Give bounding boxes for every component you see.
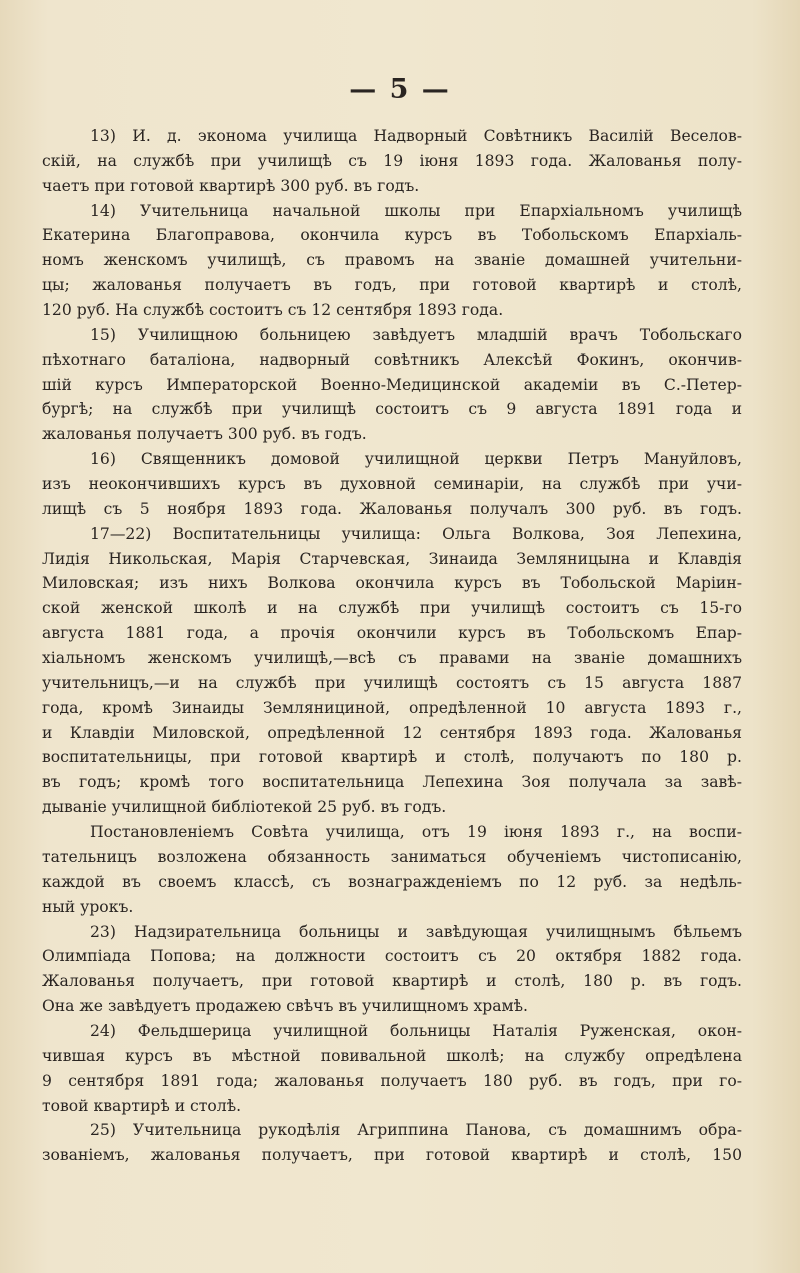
text-line: Постановленіемъ Совѣта училища, отъ 19 іюня 1893 г., на воспи- [90, 823, 742, 842]
text-line: 120 руб. На службѣ состоитъ съ 12 сентября 1893 года. [42, 301, 504, 320]
text-line: Лидія Никольская, Марія Старчевская, Зинаида Земляницына и Клавдія [42, 549, 742, 568]
text-line: шій курсъ Императорской Военно-Медицинской академіи въ С.-Петер- [42, 375, 742, 394]
text-line: въ годъ; кромѣ того воспитательница Лепехина Зоя получала за завѣ- [42, 773, 742, 792]
text-line: 15) Училищною больницею завѣдуетъ младшій врачъ Тобольскаго [90, 325, 742, 344]
text-line: августа 1881 года, а прочія окончили курсъ въ Тобольскомъ Епар- [42, 624, 742, 643]
text-line: Екатерина Благоправова, окончила курсъ въ Тобольскомъ Епархіаль- [42, 226, 742, 245]
text-line: учительницъ,—и на службѣ при училищѣ состоятъ съ 15 августа 1887 [42, 673, 742, 692]
text-line: года, кромѣ Зинаиды Землянициной, опредѣленной 10 августа 1893 г., [42, 698, 742, 717]
text-line: Олимпіада Попова; на должности состоитъ съ 20 октября 1882 года. [42, 947, 742, 966]
text-line: пѣхотнаго баталіона, надворный совѣтникъ Алексѣй Фокинъ, окончив- [42, 350, 742, 369]
text-line: 24) Фельдшерица училищной больницы Наталія Руженская, окон- [90, 1021, 742, 1040]
text-line: лищѣ съ 5 ноября 1893 года. Жалованья получалъ 300 руб. въ годъ. [42, 499, 742, 518]
text-line: изъ неокончившихъ курсъ въ духовной семинаріи, на службѣ при учи- [42, 475, 742, 494]
text-line: тательницъ возложена обязанность заниматься обученіемъ чистописанію, [42, 847, 742, 866]
text-line: номъ женскомъ училищѣ, съ правомъ на званіе домашней учительни- [42, 251, 742, 270]
text-line: дываніе училищной библіотекой 25 руб. въ годъ. [42, 798, 447, 817]
text-line: Она же завѣдуетъ продажею свѣчъ въ училищномъ храмѣ. [42, 997, 529, 1016]
text-line: чаетъ при готовой квартирѣ 300 руб. въ годъ. [42, 176, 420, 195]
text-line: 16) Священникъ домовой училищной церкви Петръ Мануйловъ, [90, 450, 742, 469]
text-line: и Клавдіи Миловской, опредѣленной 12 сентября 1893 года. Жалованья [42, 723, 742, 742]
text-line: жалованья получаетъ 300 руб. въ годъ. [42, 425, 367, 444]
text-line: каждой въ своемъ классѣ, съ вознагражденіемъ по 12 руб. за недѣль- [42, 872, 742, 891]
text-line: ный урокъ. [42, 897, 134, 916]
text-line: ской женской школѣ и на службѣ при училищѣ состоитъ съ 15-го [42, 599, 742, 618]
text-line: 23) Надзирательница больницы и завѣдующая училищнымъ бѣльемъ [90, 922, 742, 941]
text-line: бургѣ; на службѣ при училищѣ состоитъ съ 9 августа 1891 года и [42, 400, 742, 419]
text-line: 13) И. д. эконома училища Надворный Совѣтникъ Василій Веселов- [90, 127, 742, 145]
text-line: Жалованья получаетъ, при готовой квартирѣ и столѣ, 180 р. въ годъ. [42, 972, 742, 991]
text-line: скій, на службѣ при училищѣ съ 19 іюня 1893 года. Жалованья полу- [42, 151, 742, 170]
text-line: Миловская; изъ нихъ Волкова окончила курсъ въ Тобольской Маріин- [42, 574, 742, 593]
text-line: 14) Учительница начальной школы при Епархіальномъ училищѣ [90, 201, 742, 220]
text-line: хіальномъ женскомъ училищѣ,—всѣ съ правами на званіе домашнихъ [42, 649, 742, 668]
text-line: цы; жалованья получаетъ въ годъ, при готовой квартирѣ и столѣ, [42, 276, 742, 295]
text-line: 25) Учительница рукодѣлія Агриппина Панова, съ домашнимъ обра- [90, 1121, 742, 1140]
text-line: 17—22) Воспитательницы училища: Ольга Волкова, Зоя Лепехина, [90, 524, 742, 543]
body-text [42, 124, 742, 1168]
text-line: 9 сентября 1891 года; жалованья получаетъ 180 руб. въ годъ, при го- [42, 1071, 742, 1090]
page-number: — 5 — [349, 74, 451, 105]
text-line: воспитательницы, при готовой квартирѣ и столѣ, получаютъ по 180 р. [42, 748, 742, 767]
text-line: товой квартирѣ и столѣ. [42, 1096, 242, 1115]
text-line: чившая курсъ въ мѣстной повивальной школѣ; на службу опредѣлена [42, 1046, 742, 1065]
text-line: зованіемъ, жалованья получаетъ, при готовой квартирѣ и столѣ, 150 [42, 1146, 742, 1165]
